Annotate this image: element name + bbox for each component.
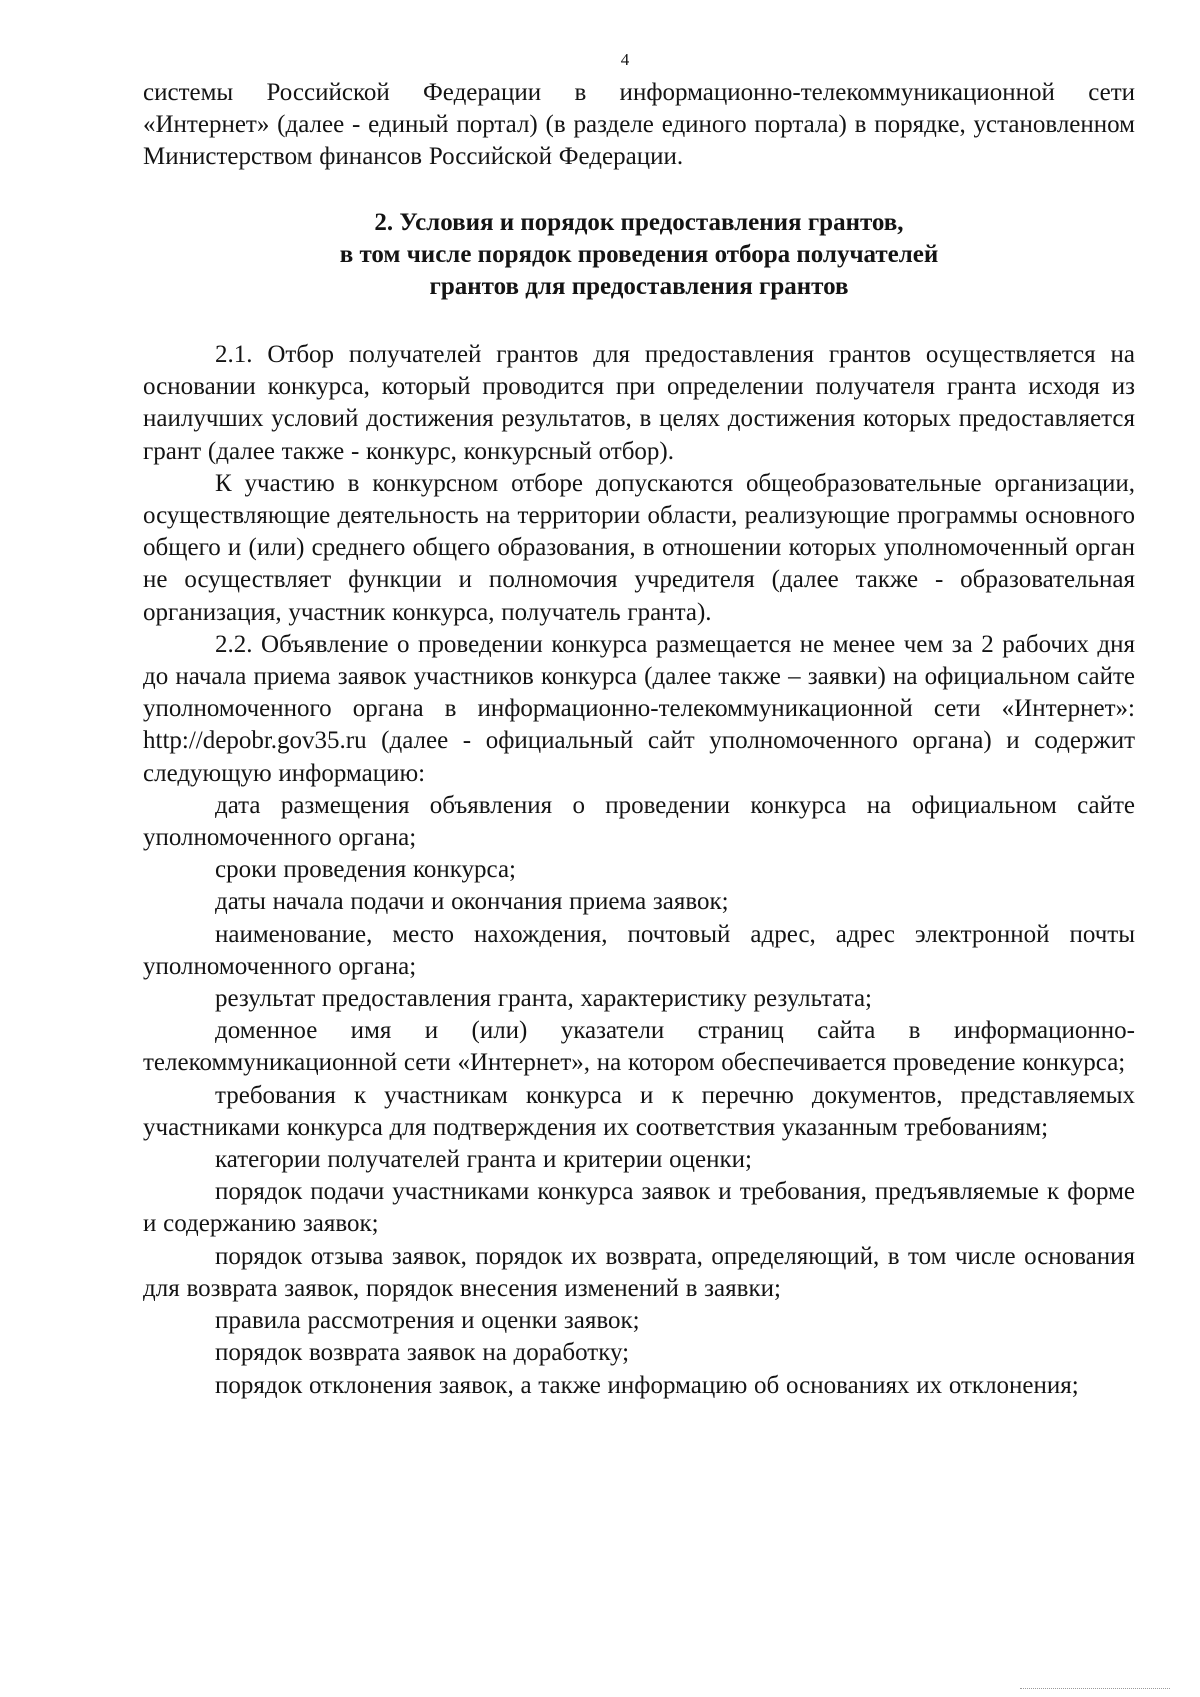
section-heading (143, 207, 1135, 303)
list-item: требования к участникам конкурса и к перечню документов, представляемых участниками конкурса для подтверждения их соответствия указанным требованиям; (143, 1081, 1135, 1141)
list-item: правила рассмотрения и оценки заявок; (215, 1307, 640, 1335)
page-number: 4 (620, 50, 630, 69)
paragraph-2-2: 2.2. Объявление о проведении конкурса размещается не менее чем за 2 рабочих дня до начала приема заявок участников конкурса (далее также – заявки) на официальном сайте уполномоченного органа в информационно-телекоммуникационной сети «Интернет»: http://depobr.gov35.ru (далее - официальный сайт уполномоченного органа) и содержит следующую информацию: (143, 630, 1135, 787)
paragraph-2-1: 2.1. Отбор получателей грантов для предоставления грантов осуществляется на основании конкурса, который проводится при определении получателя гранта исходя из наилучших условий достижения результатов, в целях достижения которых предоставляется грант (далее также - конкурс, конкурсный отбор). (143, 341, 1135, 465)
list-item: результат предоставления гранта, характеристику результата; (215, 985, 873, 1013)
section-heading-line-2: в том числе порядок проведения отбора получателей (339, 241, 939, 268)
list-item: дата размещения объявления о проведении конкурса на официальном сайте уполномоченного органа; (143, 791, 1135, 852)
list-item: доменное имя и (или) указатели страниц сайта в информационно-телекоммуникационной сети «Интернет», на котором обеспечивается проведение конкурса; (143, 1017, 1135, 1077)
scan-artifact (1020, 1678, 1170, 1689)
intro-paragraph-block (143, 77, 1135, 174)
list-item: порядок отзыва заявок, порядок их возврата, определяющий, в том числе основания для возврата заявок, порядок внесения изменений в заявки; (143, 1242, 1135, 1302)
section-heading-line-3: грантов для предоставления грантов (429, 273, 849, 300)
list-item: порядок подачи участниками конкурса заявок и требования, предъявляемые к форме и содержанию заявок; (143, 1178, 1135, 1238)
paragraph-participants: К участию в конкурсном отборе допускаются общеобразовательные организации, осуществляющие деятельность на территории области, реализующие программы основного общего и (или) среднего общего образования, в отношении которых уполномоченный орган не осуществляет функции и полномочия учредителя (далее также - образовательная организация, участник конкурса, получатель гранта). (143, 469, 1135, 626)
list-item: наименование, место нахождения, почтовый адрес, адрес электронной почты уполномоченного органа; (143, 920, 1135, 980)
list-item: даты начала подачи и окончания приема заявок; (215, 888, 729, 916)
list-item: категории получателей гранта и критерии оценки; (215, 1146, 752, 1174)
list-item: порядок возврата заявок на доработку; (215, 1339, 630, 1367)
list-item: порядок отклонения заявок, а также информацию об основаниях их отклонения; (215, 1371, 1079, 1399)
list-item: сроки проведения конкурса; (215, 856, 516, 884)
section-heading-line-1: 2. Условия и порядок предоставления грантов, (374, 209, 904, 236)
section-body (143, 339, 1135, 1402)
intro-paragraph: системы Российской Федерации в информационно-телекоммуникационной сети «Интернет» (далее - единый портал) (в разделе единого портала) в порядке, установленном Министерством финансов Российской Федерации. (143, 79, 1135, 171)
